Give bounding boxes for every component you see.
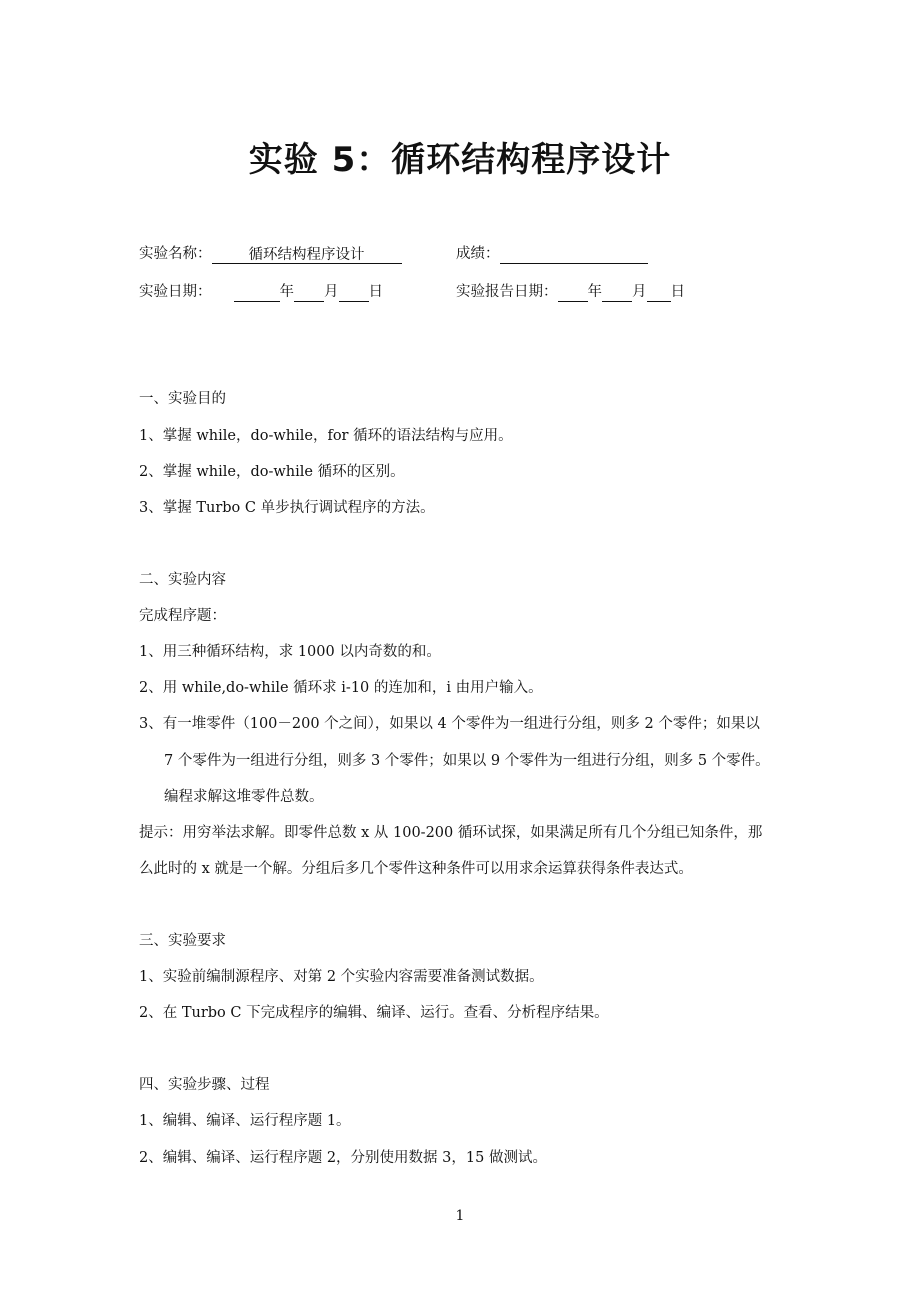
date-month-label: 月: [324, 284, 339, 300]
report-month-label: 月: [632, 284, 647, 300]
requirements-item: 1、实验前编制源程序、对第 2 个实验内容需要准备测试数据。: [139, 969, 544, 985]
purpose-item: 2、掌握 while，do-while 循环的区别。: [139, 464, 405, 480]
experiment-name-value: 循环结构程序设计: [212, 245, 402, 264]
section-heading-steps: 四、实验步骤、过程: [139, 1077, 270, 1093]
date-day-blank: [339, 283, 369, 302]
report-date-field: [456, 282, 685, 302]
purpose-item: 1、掌握 while，do-while，for 循环的语法结构与应用。: [139, 428, 513, 444]
score-field: [456, 244, 648, 264]
report-date-label: 实验报告日期：: [456, 284, 558, 300]
content-item: 2、用 while,do-while 循环求 i-10 的连加和，i 由用户输入。: [139, 680, 543, 696]
steps-item: 1、编辑、编译、运行程序题 1。: [139, 1113, 351, 1129]
date-year-label: 年: [279, 284, 294, 300]
requirements-item: 2、在 Turbo C 下完成程序的编辑、编译、运行。查看、分析程序结果。: [139, 1005, 609, 1021]
hint-text: 么此时的 x 就是一个解。分组后多几个零件这种条件可以用求余运算获得条件表达式。: [139, 861, 693, 877]
section-heading-purpose: 一、实验目的: [139, 391, 226, 407]
content-item: 3、有一堆零件（100－200 个之间），如果以 4 个零件为一组进行分组，则多 2 个零件；如果以: [139, 716, 760, 732]
experiment-date-label: 实验日期：: [139, 284, 212, 300]
content-item-continuation: 编程求解这堆零件总数。: [164, 789, 324, 805]
content-intro: 完成程序题：: [139, 608, 226, 624]
content-item-continuation: 7 个零件为一组进行分组，则多 3 个零件；如果以 9 个零件为一组进行分组，则多 5 个零件。: [164, 753, 770, 769]
report-day-label: 日: [670, 284, 685, 300]
steps-item: 2、编辑、编译、运行程序题 2，分别使用数据 3，15 做测试。: [139, 1150, 547, 1166]
page-number: 1: [455, 1208, 465, 1224]
report-year-blank: [558, 283, 588, 302]
page-title: 实验 5：循环结构程序设计: [248, 140, 672, 180]
experiment-name-label: 实验名称：: [139, 246, 212, 262]
date-month-blank: [294, 283, 324, 302]
purpose-item: 3、掌握 Turbo C 单步执行调试程序的方法。: [139, 500, 435, 516]
hint-text: 提示：用穷举法求解。即零件总数 x 从 100-200 循环试探，如果满足所有几个分组已知条件，那: [139, 825, 763, 841]
score-blank: [500, 245, 648, 264]
report-year-label: 年: [587, 284, 602, 300]
section-heading-requirements: 三、实验要求: [139, 933, 226, 949]
experiment-name-field: [139, 244, 402, 264]
date-year-blank: [234, 283, 280, 302]
date-day-label: 日: [368, 284, 383, 300]
content-item: 1、用三种循环结构，求 1000 以内奇数的和。: [139, 644, 441, 660]
section-heading-content: 二、实验内容: [139, 572, 226, 588]
report-day-blank: [647, 283, 671, 302]
report-month-blank: [602, 283, 632, 302]
experiment-date-field: [139, 282, 383, 302]
score-label: 成绩：: [456, 246, 500, 262]
